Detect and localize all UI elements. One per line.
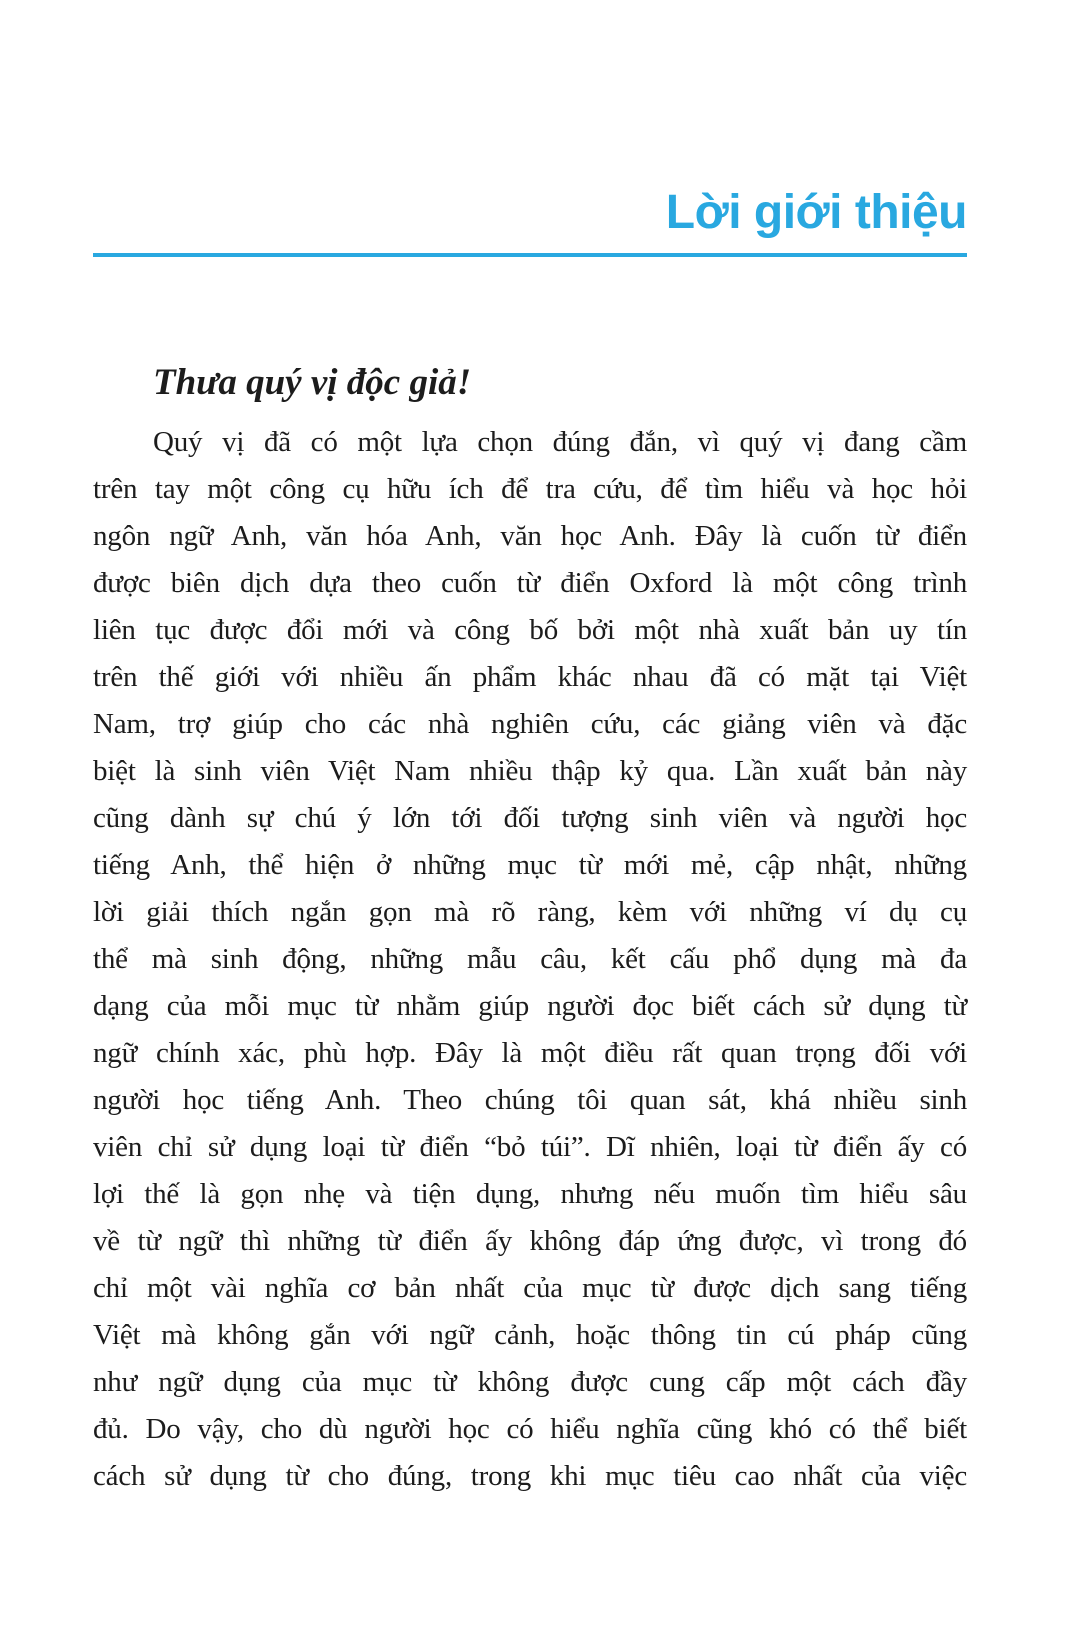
paragraph-line: người học tiếng Anh. Theo chúng tôi quan sát, khá nhiều sinh [93,1084,967,1116]
paragraph-line: Quý vị đã có một lựa chọn đúng đắn, vì quý vị đang cầm [153,426,967,458]
paragraph-line: Nam, trợ giúp cho các nhà nghiên cứu, các giảng viên và đặc [93,708,967,740]
paragraph-line: đủ. Do vậy, cho dù người học có hiểu nghĩa cũng khó có thể biết [93,1413,967,1445]
paragraph-line: trên thế giới với nhiều ấn phẩm khác nhau đã có mặt tại Việt [93,661,967,693]
paragraph-line: tiếng Anh, thể hiện ở những mục từ mới mẻ, cập nhật, những [93,849,967,881]
paragraph-line: về từ ngữ thì những từ điển ấy không đáp ứng được, vì trong đó [93,1225,967,1257]
paragraph-line: được biên dịch dựa theo cuốn từ điển Oxford là một công trình [93,567,967,599]
paragraph-line: lợi thế là gọn nhẹ và tiện dụng, nhưng nếu muốn tìm hiểu sâu [93,1178,967,1210]
paragraph-line: dạng của mỗi mục từ nhằm giúp người đọc biết cách sử dụng từ [93,990,967,1022]
paragraph-line: cũng dành sự chú ý lớn tới đối tượng sinh viên và người học [93,802,967,834]
paragraph-line: biệt là sinh viên Việt Nam nhiều thập kỷ qua. Lần xuất bản này [93,755,967,787]
paragraph-line: như ngữ dụng của mục từ không được cung cấp một cách đầy [93,1366,967,1398]
paragraph-line: chỉ một vài nghĩa cơ bản nhất của mục từ được dịch sang tiếng [93,1272,967,1304]
paragraph-line: Việt mà không gắn với ngữ cảnh, hoặc thông tin cú pháp cũng [93,1319,967,1351]
paragraph-line: cách sử dụng từ cho đúng, trong khi mục tiêu cao nhất của việc [93,1460,967,1492]
paragraph-line: liên tục được đổi mới và công bố bởi một nhà xuất bản uy tín [93,614,967,646]
paragraph-line: ngôn ngữ Anh, văn hóa Anh, văn học Anh. Đây là cuốn từ điển [93,520,967,552]
paragraph-line: viên chỉ sử dụng loại từ điển “bỏ túi”. Dĩ nhiên, loại từ điển ấy có [93,1131,967,1163]
page-content [0,188,1079,1500]
paragraph-line: lời giải thích ngắn gọn mà rõ ràng, kèm với những ví dụ cụ [93,896,967,928]
intro-paragraph [93,419,967,1500]
title-underline [93,253,967,257]
page-title: Lời giới thiệu [665,186,967,239]
paragraph-line: ngữ chính xác, phù hợp. Đây là một điều rất quan trọng đối với [93,1037,967,1069]
greeting-heading: Thưa quý vị độc giả! [153,362,472,403]
paragraph-line: trên tay một công cụ hữu ích để tra cứu, để tìm hiểu và học hỏi [93,473,967,505]
paragraph-line: thể mà sinh động, những mẫu câu, kết cấu phổ dụng mà đa [93,943,967,975]
